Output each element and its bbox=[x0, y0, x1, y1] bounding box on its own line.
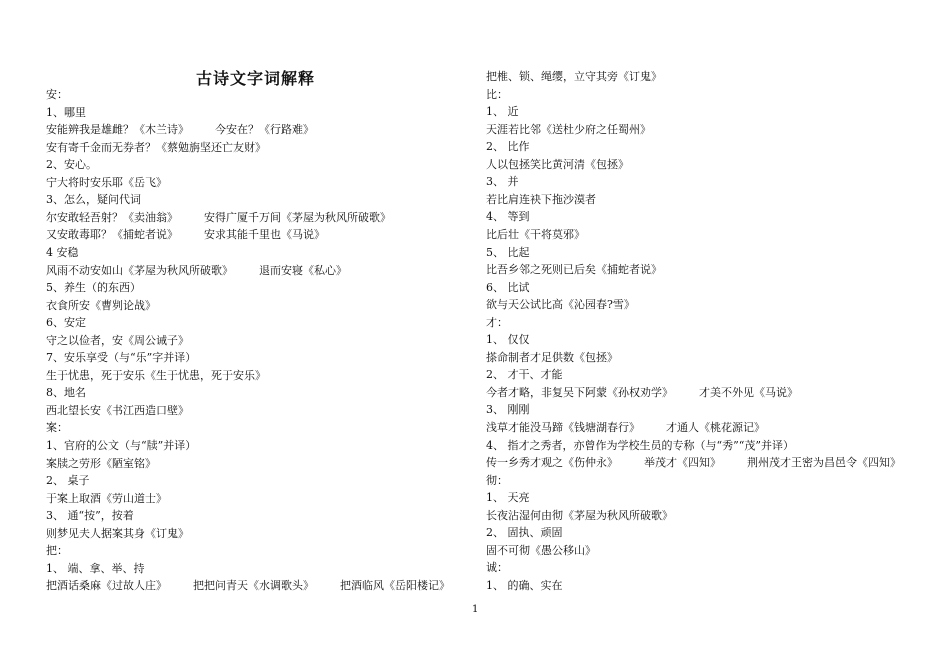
text-line bbox=[486, 386, 798, 400]
text-line bbox=[486, 263, 662, 277]
text-line bbox=[486, 456, 901, 470]
line-segment: 案： bbox=[46, 421, 68, 435]
text-line bbox=[486, 526, 563, 540]
line-segment: 则梦见夫人据案其身《订鬼》 bbox=[46, 526, 189, 540]
text-line bbox=[486, 298, 635, 312]
text-line bbox=[46, 123, 314, 137]
text-line bbox=[46, 421, 68, 435]
text-line bbox=[46, 562, 145, 576]
text-line bbox=[486, 403, 530, 417]
text-line bbox=[486, 158, 629, 172]
text-line bbox=[46, 88, 68, 102]
line-segment: 5、 比起 bbox=[486, 245, 530, 259]
line-segment: 固不可彻《愚公移山》 bbox=[486, 543, 596, 557]
text-line bbox=[46, 439, 196, 453]
line-segment: 搽命制者才足供数《包拯》 bbox=[486, 350, 618, 364]
line-segment: 6、安定 bbox=[46, 316, 86, 330]
text-line bbox=[486, 193, 596, 207]
text-line bbox=[486, 439, 794, 453]
text-line bbox=[486, 491, 530, 505]
line-segment: 6、 比试 bbox=[486, 280, 530, 294]
line-segment: 2、 比作 bbox=[486, 140, 530, 154]
text-line bbox=[46, 176, 167, 190]
line-segment: 1、 的确、实在 bbox=[486, 578, 563, 592]
line-segment: 4 安稳 bbox=[46, 245, 79, 259]
text-line bbox=[486, 544, 596, 558]
line-segment: 荆州茂才王密为昌邑令《四知》 bbox=[747, 456, 901, 470]
line-segment: 安有寄千金而无券者？《蔡勉旃坚还亡友财》 bbox=[46, 140, 266, 154]
text-line bbox=[46, 351, 196, 365]
text-line bbox=[46, 457, 156, 471]
text-line bbox=[46, 193, 141, 207]
text-line bbox=[46, 246, 79, 260]
line-segment: 传一乡秀才观之《伤仲永》 bbox=[486, 456, 618, 470]
line-segment: 宁大将时安乐耶《岳飞》 bbox=[46, 175, 167, 189]
text-line bbox=[46, 299, 156, 313]
text-line bbox=[46, 158, 97, 172]
text-line bbox=[46, 281, 141, 295]
text-line bbox=[46, 386, 86, 400]
line-segment: 生于忧患，死于安乐《生于忧患，死于安乐》 bbox=[46, 368, 266, 382]
line-segment: 比吾乡邻之死则已后矣《捕蛇者说》 bbox=[486, 263, 662, 277]
line-segment: 把把问青天《水调歌头》 bbox=[193, 579, 314, 593]
line-segment: 安能辨我是雄雌？《木兰诗》 bbox=[46, 123, 189, 137]
line-segment: 才美不外见《马说》 bbox=[699, 385, 798, 399]
text-line bbox=[486, 246, 530, 260]
line-segment: 1、哪里 bbox=[46, 105, 86, 119]
line-segment: 欲与天公试比高《沁园春?雪》 bbox=[486, 298, 635, 312]
text-line bbox=[486, 351, 618, 365]
line-segment: 举茂才《四知》 bbox=[644, 456, 721, 470]
line-segment: 把： bbox=[46, 544, 68, 558]
line-segment: 7、安乐享受（与“乐”字并译） bbox=[46, 351, 197, 365]
text-line bbox=[46, 211, 391, 225]
line-segment: 风雨不动安如山《茅屋为秋风所破歌》 bbox=[46, 263, 233, 277]
line-segment: 3、 通“按”，按着 bbox=[46, 509, 134, 523]
line-segment: 3、 并 bbox=[486, 175, 519, 189]
text-line bbox=[486, 105, 519, 119]
text-line bbox=[46, 141, 266, 155]
line-segment: 1、官府的公文（与“牍”并译） bbox=[46, 439, 197, 452]
text-line bbox=[486, 228, 585, 242]
line-segment: 安得广厦千万间《茅屋为秋风所破歌》 bbox=[204, 210, 391, 224]
line-segment: 3、怎么，疑问代词 bbox=[46, 193, 141, 207]
line-segment: 8、地名 bbox=[46, 386, 86, 400]
line-segment: 比： bbox=[486, 87, 508, 101]
line-segment: 把酒话桑麻《过故人庄》 bbox=[46, 579, 167, 593]
text-line bbox=[486, 474, 508, 488]
line-segment: 长夜沾湿何由彻《茅屋为秋风所破歌》 bbox=[486, 508, 673, 522]
line-segment: 若比肩连袂下拖沙漠者 bbox=[486, 192, 596, 206]
text-line bbox=[486, 88, 508, 102]
line-segment: 尔安敢轻吾射？《卖油翁》 bbox=[46, 210, 178, 224]
text-line bbox=[46, 579, 450, 593]
line-segment: 于案上取酒《劳山道士》 bbox=[46, 491, 167, 505]
text-line bbox=[46, 369, 266, 383]
text-line bbox=[486, 70, 662, 84]
document-title: 古诗文字词解释 bbox=[196, 69, 316, 88]
line-segment: 4、 指才之秀者，亦曾作为学校生员的专称（与“秀”“茂”并译） bbox=[486, 438, 794, 452]
text-line bbox=[46, 474, 90, 488]
text-line bbox=[46, 316, 86, 330]
line-segment: 才通人《桃花源记》 bbox=[666, 421, 765, 434]
line-segment: 1、 天亮 bbox=[486, 491, 530, 505]
line-segment: 西北望长安《书江西造口壁》 bbox=[46, 403, 189, 417]
line-segment: 守之以俭者，安《周公诫子》 bbox=[46, 333, 189, 347]
line-segment: 2、安心。 bbox=[46, 158, 97, 172]
line-segment: 退而安寝《私心》 bbox=[259, 263, 347, 277]
line-segment: 安： bbox=[46, 88, 68, 101]
line-segment: 把酒临风《岳阳楼记》 bbox=[340, 579, 450, 593]
text-line bbox=[46, 334, 189, 348]
text-line bbox=[486, 579, 563, 593]
text-line bbox=[486, 210, 530, 224]
line-segment: 3、 刚刚 bbox=[486, 403, 530, 417]
line-segment: 4、 等到 bbox=[486, 210, 530, 224]
line-segment: 又安敢毒耶？《捕蛇者说》 bbox=[46, 228, 178, 242]
line-segment: 衣食所安《曹刿论战》 bbox=[46, 298, 156, 312]
line-segment: 1、 近 bbox=[486, 105, 519, 119]
line-segment: 1、 仅仅 bbox=[486, 333, 530, 347]
line-segment: 2、 桌子 bbox=[46, 474, 90, 488]
line-segment: 比后壮《干将莫邪》 bbox=[486, 227, 585, 241]
text-line bbox=[46, 228, 325, 242]
text-line bbox=[46, 492, 167, 506]
line-segment: 今安在？《行路难》 bbox=[215, 123, 314, 137]
text-line bbox=[46, 106, 86, 120]
line-segment: 诚： bbox=[486, 561, 508, 575]
text-line bbox=[46, 264, 347, 278]
text-line bbox=[46, 544, 68, 558]
line-segment: 1、 端、拿、举、持 bbox=[46, 561, 145, 575]
line-segment: 2、 固执、顽固 bbox=[486, 526, 563, 540]
line-segment: 彻： bbox=[486, 473, 508, 487]
text-line bbox=[486, 561, 508, 575]
text-line bbox=[486, 509, 673, 523]
text-line bbox=[486, 123, 651, 137]
line-segment: 案牍之劳形《陋室铭》 bbox=[46, 456, 156, 470]
text-line bbox=[486, 281, 530, 295]
line-segment: 今者才略，非复吴下阿蒙《孙权劝学》 bbox=[486, 385, 673, 399]
line-segment: 天涯若比邻《送杜少府之任蜀州》 bbox=[486, 122, 651, 136]
text-line bbox=[46, 404, 189, 418]
text-line bbox=[486, 421, 765, 435]
text-line bbox=[486, 175, 519, 189]
line-segment: 人以包拯笑比黄河清《包拯》 bbox=[486, 157, 629, 171]
line-segment: 2、 才干、才能 bbox=[486, 368, 563, 382]
line-segment: 浅草才能没马蹄《钱塘湖春行》 bbox=[486, 421, 640, 434]
text-line bbox=[486, 368, 563, 382]
line-segment: 才： bbox=[486, 315, 508, 329]
text-line bbox=[46, 509, 134, 523]
text-line bbox=[46, 527, 189, 541]
line-segment: 安求其能千里也《马说》 bbox=[204, 228, 325, 242]
line-segment: 5、养生（的东西） bbox=[46, 281, 141, 295]
line-segment: 把椎、锁、绳缨，立守其旁《订鬼》 bbox=[486, 70, 662, 83]
page-number: 1 bbox=[472, 604, 479, 615]
text-line bbox=[486, 140, 530, 154]
text-line bbox=[486, 333, 530, 347]
text-line bbox=[486, 316, 508, 330]
